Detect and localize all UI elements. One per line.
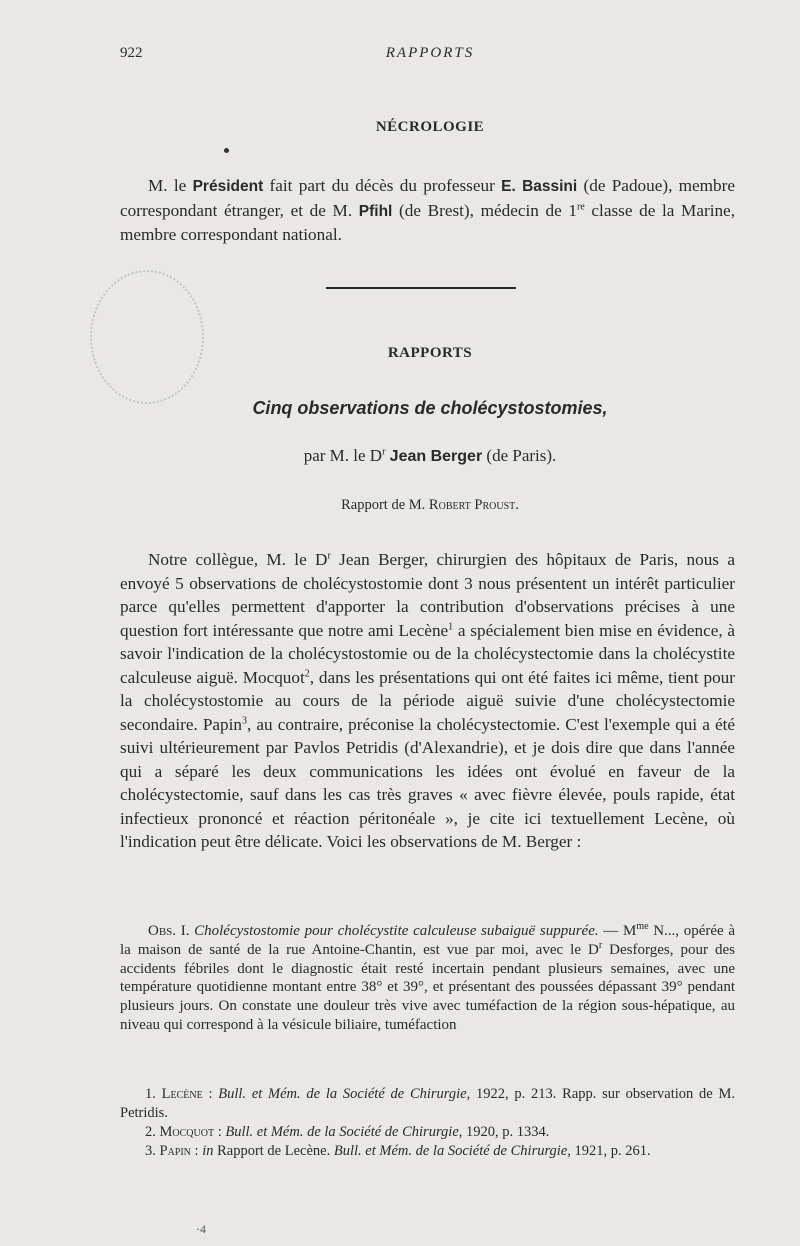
report-by: Rapport de M. Robert Proust. (341, 497, 519, 513)
library-stamp (90, 270, 204, 404)
footnote-ref-3: 3 (242, 714, 248, 726)
footnote-3: 3. Papin : in Rapport de Lecène. Bull. et Mém. de la Société de Chirurgie, 1921, p. 261. (145, 1143, 651, 1159)
footnote-ref-2: 2 (304, 667, 310, 679)
running-head: RAPPORTS (385, 45, 475, 61)
footnote-ref-1: 1 (448, 620, 454, 632)
section-divider (326, 287, 516, 289)
article-title: Cinq observations de cholécystostomies, (252, 398, 608, 418)
body-paragraph: Notre collègue, M. le $D^r$ Jean Berger, chirurgien des hôpitaux de Paris, nous a envoyé 5 observations de cholécystostomie dont 3 nous présentent un intérêt particulier parce qu'elles permettent d'apporter la contribution d'observations précises à une question fort intéressante que notre ami Lecène$^1$ a spécialement bien mise en évidence, à savoir l'indication de la cholécystostomie ou de la cholécystectomie dans la cholécystite calculeuse aiguë. Mocquot$^2$, dans les présentations qui ont été faites ici même, tient pour la cholécystostomie au cours de la période aiguë suivie d'une cholécystectomie secondaire. Papin$^3$, au contraire, préconise la cholécystectomie. C'est l'exemple qui a été suivi ultérieurement par Pavlos Petridis (d'Alexandrie), et je dois dire que dans l'année qui a séparé les deux communications les idées ont évolué en faveur de la cholécystectomie, sauf dans les cas très graves « avec fièvre élevée, pouls rapide, état infectieux prononcé et réaction péritonéale », je cite ici textuellement Lecène, où l'indication peut être délicate. Voici les observations de M. Berger : (120, 550, 735, 851)
necrologie-paragraph: M. le Président fait part du décès du professeur E. Bassini (de Padoue), membre correspondant étranger, et de M. Pfihl (de Brest), médecin de 1re classe de la Marine, membre correspondant national. (120, 176, 735, 244)
page-header (120, 45, 740, 67)
footnote-1: 1. Lecène : Bull. et Mém. de la Société de Chirurgie, 1922, p. 213. Rapp. sur observation de M. Petridis. (120, 1086, 736, 1121)
page-mark: ·4 (196, 1222, 206, 1236)
necrologie-title: NÉCROLOGIE (375, 119, 485, 135)
rapports-title: RAPPORTS (387, 345, 473, 361)
byline: par M. le $D^r$ Jean Berger (de Paris). (303, 446, 557, 465)
page-number: 922 (120, 45, 143, 61)
bullet-mark (224, 148, 229, 153)
footnotes (120, 1085, 735, 1161)
observation-1: Obs. I. Cholécystostomie pour cholécystite calculeuse subaiguë suppurée. — $M^{me}$ N..., opérée à la maison de santé de la rue Antoine-Chantin, est vue par moi, avec le $D^r$ Desforges, pour des accidents fébriles dont le diagnostic était resté incertain pendant plusieurs semaines, avec une température quotidienne montant entre 38° et 39°, et présentant des poussées dépassant 39° pendant plusieurs jours. On constate une douleur très vive avec tuméfaction de la région sous-hépatique, au niveau qui correspond à la vésicule biliaire, tuméfaction (120, 921, 735, 1033)
footnote-2: 2. Mocquot : Bull. et Mém. de la Société de Chirurgie, 1920, p. 1334. (145, 1124, 550, 1140)
